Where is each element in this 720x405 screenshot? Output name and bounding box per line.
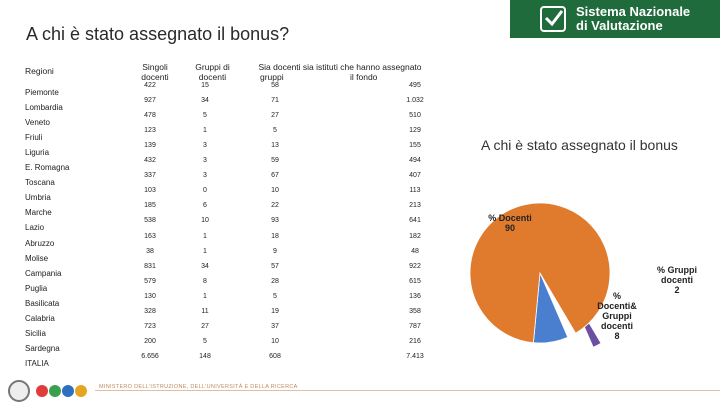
table-cell: 6 [203, 202, 207, 210]
table-cell: 494 [409, 157, 421, 165]
region-name: Calabria [25, 313, 55, 323]
table-cell: 922 [409, 262, 421, 270]
table-cell: 18 [271, 232, 279, 240]
table-cell: 1 [203, 232, 207, 240]
region-name: E. Romagna [25, 163, 70, 173]
table-cell: 407 [409, 172, 421, 180]
table-cell: 182 [409, 232, 421, 240]
miur-logo-dot [49, 385, 61, 397]
table-cell: 59 [271, 157, 279, 165]
header-singoli-docenti [130, 62, 180, 82]
table-cell: 136 [409, 292, 421, 300]
header-col3-line1: Sia docenti sia istituti che hanno assegnato [258, 62, 422, 72]
table-cell: 337 [144, 172, 156, 180]
slide-title: A chi è stato assegnato il bonus? [26, 24, 290, 44]
table-cell: 93 [271, 217, 279, 225]
pie-label-gruppi [647, 265, 707, 295]
region-name: Umbria [25, 193, 51, 203]
table-cell: 641 [409, 217, 421, 225]
pie-label-gruppi-line1: % Gruppi [657, 265, 697, 275]
table-cell: 8 [203, 277, 207, 285]
check-icon [540, 6, 566, 32]
table-cell: 787 [409, 322, 421, 330]
pie-label-misti-line4: docenti [600, 321, 633, 331]
table-cell: 38 [146, 247, 154, 255]
pie-label-docenti [485, 213, 535, 233]
region-name: Lazio [25, 223, 45, 233]
logo-line-1: Sistema Nazionale [576, 4, 691, 19]
region-name: Puglia [25, 283, 48, 293]
footer-divider [95, 390, 720, 391]
table-cell: 11 [201, 307, 209, 315]
region-name: Marche [25, 208, 52, 218]
table-cell: 1 [203, 247, 207, 255]
table-cell: 3 [203, 172, 207, 180]
region-name: Abruzzo [25, 238, 55, 248]
header-col2-line2: docenti [198, 72, 227, 82]
table-cell: 213 [409, 202, 421, 210]
table-cell: 538 [144, 217, 156, 225]
header-regions: Regioni [25, 66, 54, 76]
pie-chart [465, 195, 720, 350]
table-cell: 58 [271, 82, 279, 89]
table-cell: 163 [144, 232, 156, 240]
table-cell: 422 [144, 82, 156, 89]
region-name: Molise [25, 253, 49, 263]
table-cell: 148 [199, 352, 211, 360]
republic-emblem-icon [8, 380, 30, 402]
region-name: Lombardia [25, 103, 63, 113]
table-cell: 15 [201, 82, 209, 89]
table-cell: 13 [271, 142, 279, 150]
pie-label-misti-line3: Gruppi [602, 311, 632, 321]
table-cell: 22 [271, 202, 279, 210]
table-cell: 37 [271, 322, 279, 330]
table-cell: 510 [409, 112, 421, 120]
table-cell: 10 [271, 187, 279, 195]
footer [0, 376, 720, 405]
table-cell: 615 [409, 277, 421, 285]
table-cell: 1 [203, 292, 207, 300]
miur-logo-dot [36, 385, 48, 397]
pie-label-docenti-line1: % Docenti [488, 213, 532, 223]
region-name: Sicilia [25, 328, 46, 338]
pie-label-misti-value: 8 [614, 331, 620, 341]
pie-label-gruppi-value: 2 [674, 285, 680, 295]
table-cell: 608 [269, 352, 281, 360]
region-name: Liguria [25, 148, 50, 158]
table-cell: 28 [271, 277, 279, 285]
pie-label-misti [587, 291, 647, 341]
table-cell: 328 [144, 307, 156, 315]
table-cell: 200 [144, 337, 156, 345]
table-cell: 34 [201, 97, 209, 105]
table-cell: 5 [273, 292, 277, 300]
table-cell: 10 [271, 337, 279, 345]
header-col3-gruppi: gruppi [260, 72, 284, 82]
miur-logo-dot [62, 385, 74, 397]
miur-logo-dot [75, 385, 87, 397]
table-cell: 927 [144, 97, 156, 105]
table-cell: 1.032 [406, 97, 424, 105]
header-col2-line1: Gruppi di [195, 62, 230, 72]
table-cell: 5 [203, 337, 207, 345]
table-cell: 1 [203, 127, 207, 135]
table-cell: 71 [271, 97, 279, 105]
region-name: Veneto [25, 118, 50, 128]
table-cell: 3 [203, 142, 207, 150]
header-col3-fondo: il fondo [350, 72, 378, 82]
table-cell: 155 [409, 142, 421, 150]
region-name: Friuli [25, 133, 43, 143]
table-cell: 130 [144, 292, 156, 300]
pie-label-misti-line2: Docenti& [597, 301, 637, 311]
table-cell: 103 [144, 187, 156, 195]
table-cell: 216 [409, 337, 421, 345]
table-cell: 27 [201, 322, 209, 330]
table-cell: 27 [271, 112, 279, 120]
region-name: Toscana [25, 178, 55, 188]
table-cell: 185 [144, 202, 156, 210]
header-col1-line1: Singoli [142, 62, 168, 72]
header-col1-line2: docenti [141, 72, 169, 82]
table-cell: 478 [144, 112, 156, 120]
table-cell: 113 [409, 187, 421, 195]
table-cell: 723 [144, 322, 156, 330]
pie-label-misti-line1: % [612, 291, 621, 301]
table-cell: 3 [203, 157, 207, 165]
logo-line-2: di Valutazione [576, 18, 663, 33]
table-cell: 432 [144, 157, 156, 165]
table-cell: 48 [411, 247, 419, 255]
snv-logo [510, 0, 720, 38]
table-cell: 67 [271, 172, 279, 180]
table-cell: 129 [409, 127, 421, 135]
table-cell: 123 [144, 127, 156, 135]
table-cell: 9 [273, 247, 277, 255]
table-cell: 0 [203, 187, 207, 195]
pie-label-gruppi-line2: docenti [660, 275, 693, 285]
table-cell: 495 [409, 82, 421, 89]
table-cell: 6.656 [141, 352, 159, 360]
region-name: Basilicata [25, 298, 60, 308]
region-name: ITALIA [25, 358, 49, 368]
table-cell: 579 [144, 277, 156, 285]
table-cell: 34 [201, 262, 209, 270]
side-title: A chi è stato assegnato il bonus [481, 137, 678, 153]
table-cell: 358 [409, 307, 421, 315]
header-sia-docenti [240, 62, 440, 82]
table-cell: 5 [203, 112, 207, 120]
table-cell: 5 [273, 127, 277, 135]
region-name: Sardegna [25, 343, 60, 353]
table-cell: 139 [144, 142, 156, 150]
table-cell: 7.413 [406, 352, 424, 360]
table-cell: 831 [144, 262, 156, 270]
table-cell: 57 [271, 262, 279, 270]
region-name: Piemonte [25, 88, 59, 97]
header-gruppi-docenti [185, 62, 240, 82]
table-cell: 10 [201, 217, 209, 225]
pie-label-docenti-value: 90 [504, 223, 515, 233]
region-name: Campania [25, 268, 62, 278]
ministry-name: MINISTERO DELL'ISTRUZIONE, DELL'UNIVERSITÀ E DELLA RICERCA [99, 384, 298, 390]
table-cell: 19 [271, 307, 279, 315]
